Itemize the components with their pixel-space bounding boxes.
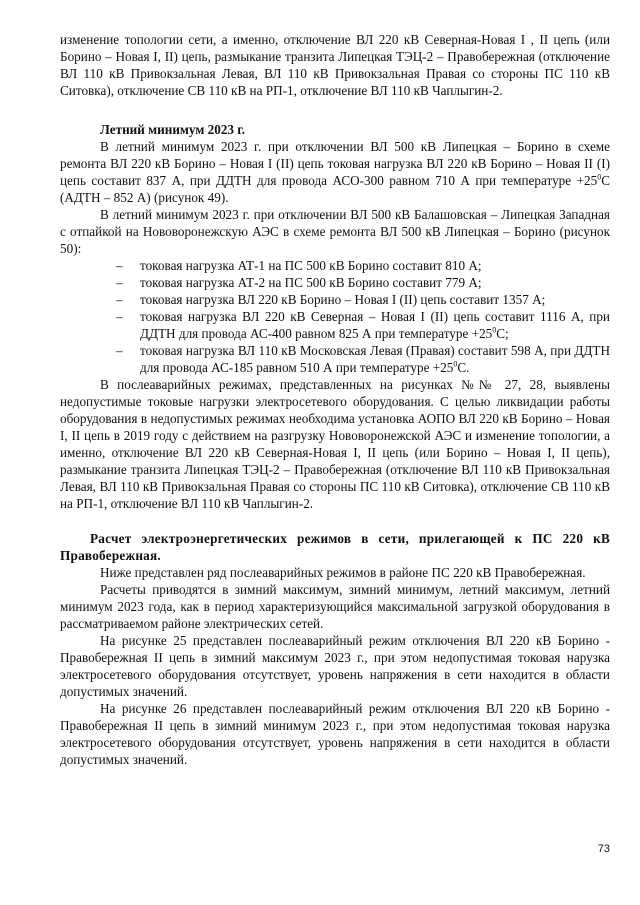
heading-pravoberezhnaya-calc: Расчет электроэнергетических режимов в сети, прилегающей к ПС 220 кВ Правобережная. bbox=[60, 531, 610, 563]
paragraph-summer-lipetsk-borino: В летний минимум 2023 г. при отключении ВЛ 500 кВ Липецкая – Борино в схеме ремонта ВЛ 220 кВ Борино – Новая I (II) цепь токовая нагрузка ВЛ 220 кВ Борино – Новая II (I) цепь составит 837 А, при ДДТН для провода АСО-300 равном 710 А при температуре $+25^0С$ (АДТН – 852 А) (рисунок 49). bbox=[60, 139, 610, 205]
heading-summer-minimum: Летний минимум 2023 г. bbox=[100, 122, 246, 137]
list-item: – токовая нагрузка АТ-2 на ПС 500 кВ Борино составит 779 А; bbox=[116, 275, 482, 290]
paragraph-figure-26: На рисунке 26 представлен послеаварийный режим отключения ВЛ 220 кВ Борино - Правобережная II цепь в зимний минимум 2023 г., при этом недопустимая токовая нарузка электросетевого оборудования отсутствует, уровень напряжения в сети находится в области допустимых значений. bbox=[60, 701, 610, 767]
paragraph-intro-modes: Ниже представлен ряд послеаварийных режимов в районе ПС 220 кВ Правобережная. bbox=[100, 565, 586, 580]
list-item: – токовая нагрузка АТ-1 на ПС 500 кВ Борино составит 810 А; bbox=[116, 258, 482, 273]
list-item: – токовая нагрузка ВЛ 220 кВ Борино – Новая I (II) цепь составит 1357 А; bbox=[116, 292, 546, 307]
page-content bbox=[60, 31, 610, 768]
paragraph-topology-change: изменение топологии сети, а именно, отключение ВЛ 220 кВ Северная-Новая I , II цепь (или Борино – Новая I, II) цепь, размыкание транзита Липецкая ТЭЦ-2 – Правобережная (отключение ВЛ 110 кВ Привокзальная Левая, ВЛ 110 кВ Привокзальная Правая со стороны ПС 110 кВ Ситовка), отключение СВ 110 кВ на РП-1, отключение ВЛ 110 кВ Чаплыгин-2. bbox=[60, 32, 610, 98]
list-item: – токовая нагрузка ВЛ 220 кВ Северная – Новая I (II) цепь составит 1116 А, при ДДТН для провода АС-400 равном 825 А при температуре $+25^0С$; bbox=[116, 309, 610, 341]
list-item: – токовая нагрузка ВЛ 110 кВ Московская Левая (Правая) составит 598 А, при ДДТН для провода АС-185 равном 510 А при температуре $+25^0С$. bbox=[116, 343, 610, 375]
load-list bbox=[60, 257, 610, 376]
paragraph-post-emergency: В послеаварийных режимах, представленных на рисунках №№ 27, 28, выявлены недопустимые токовые нагрузки электросетевого оборудования. С целью ликвидации работы оборудования в недопустимых режимах необходима установка АОПО ВЛ 220 кВ Борино – Новая I, II цепь в 2019 году с действием на разгрузку Нововоронежской АЭС и изменение топологии, а именно, отключение ВЛ 220 кВ Северная-Новая I, II цепь (или Борино – Новая I, II цепь), размыкание транзита Липецкая ТЭЦ-2 – Правобережная (отключение ВЛ 110 кВ Привокзальная Левая, ВЛ 110 кВ Привокзальная Правая со стороны ПС 110 кВ Ситовка), отключение СВ 110 кВ на РП-1, отключение ВЛ 110 кВ Чаплыгин-2. bbox=[60, 377, 610, 511]
paragraph-calc-periods: Расчеты приводятся в зимний максимум, зимний минимум, летний максимум, летний минимум 2023 года, как в период характеризующийся максимальной загрузкой оборудования в рассматриваемом районе электрических сетей. bbox=[60, 582, 610, 631]
paragraph-figure-25: На рисунке 25 представлен послеаварийный режим отключения ВЛ 220 кВ Борино - Правобережная II цепь в зимний максимум 2023 г., при этом недопустимая токовая нарузка электросетевого оборудования отсутствует, уровень напряжения в сети находится в области допустимых значений. bbox=[60, 633, 610, 699]
page-number: 73 bbox=[597, 843, 610, 855]
paragraph-summer-balashov: В летний минимум 2023 г. при отключении ВЛ 500 кВ Балашовская – Липецкая Западная с отпайкой на Нововоронежскую АЭС в схеме ремонта ВЛ 500 кВ Липецкая – Борино (рисунок 50): bbox=[60, 207, 610, 256]
